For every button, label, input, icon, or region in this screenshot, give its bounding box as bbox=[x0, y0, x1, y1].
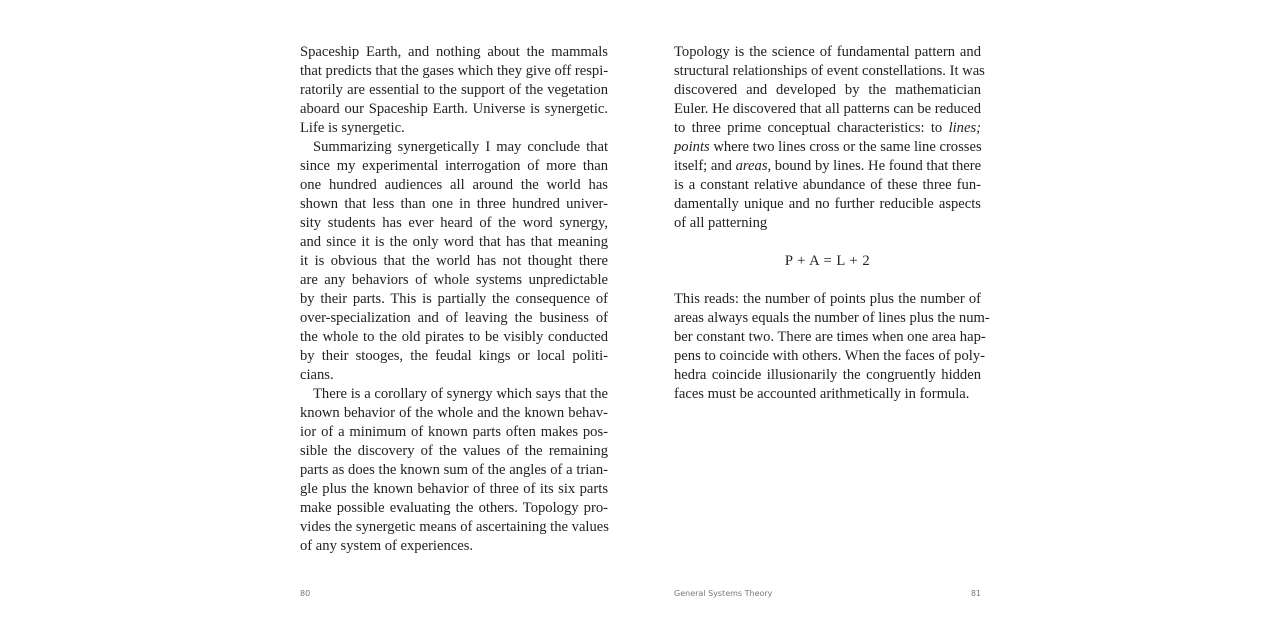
text-line: of all patterning bbox=[674, 215, 768, 231]
text-span: to three prime conceptual characteristics: to bbox=[674, 120, 949, 136]
left-page bbox=[300, 0, 608, 640]
text-line: make possible evaluating the others. Topology pro- bbox=[300, 500, 608, 516]
text-line: known behavior of the whole and the known behav- bbox=[300, 405, 608, 421]
text-line: by their parts. This is partially the consequence of bbox=[300, 291, 608, 307]
text-line: and since it is the only word that has that meaning bbox=[300, 234, 608, 250]
text-line: pens to coincide with others. When the faces of poly- bbox=[674, 348, 985, 364]
text-line: This reads: the number of points plus the number of bbox=[674, 291, 981, 307]
text-line: cians. bbox=[300, 367, 334, 383]
text-line: are any behaviors of whole systems unpredictable bbox=[300, 272, 608, 288]
text-line bbox=[674, 138, 981, 157]
text-span: itself; and bbox=[674, 158, 736, 174]
text-span: bound by lines. He found that there bbox=[771, 158, 982, 174]
text-line: ior of a minimum of known parts often makes pos- bbox=[300, 424, 608, 440]
page-number-left: 80 bbox=[300, 589, 311, 598]
text-line: parts as does the known sum of the angles of a trian- bbox=[300, 462, 608, 478]
text-line: by their stooges, the feudal kings or local politi- bbox=[300, 348, 608, 364]
italic-term-areas: areas, bbox=[735, 158, 772, 174]
paragraph-start-line: There is a corollary of synergy which says that the bbox=[313, 386, 608, 402]
text-line: ber constant two. There are times when one area hap- bbox=[674, 329, 986, 345]
text-line: shown that less than one in three hundred univer- bbox=[300, 196, 608, 212]
text-line: of any system of experiences. bbox=[300, 538, 474, 554]
text-line: over-specialization and of leaving the business of bbox=[300, 310, 608, 326]
text-line: it is obvious that the world has not thought there bbox=[300, 253, 608, 269]
text-line: Spaceship Earth, and nothing about the mammals bbox=[300, 44, 608, 60]
text-line: is a constant relative abundance of these three fun- bbox=[674, 177, 981, 193]
paragraph-start-line: Summarizing synergetically I may conclude that bbox=[313, 139, 608, 155]
text-line: that predicts that the gases which they give off respi- bbox=[300, 63, 609, 79]
text-line: aboard our Spaceship Earth. Universe is synergetic. bbox=[300, 101, 608, 117]
right-page-text bbox=[674, 43, 990, 404]
text-line: since my experimental interrogation of more than bbox=[300, 158, 608, 174]
text-line: discovered and developed by the mathematician bbox=[674, 82, 981, 98]
text-line: vides the synergetic means of ascertaining the values bbox=[300, 519, 609, 535]
italic-term-points: points bbox=[674, 139, 710, 155]
text-line: faces must be accounted arithmetically in formula. bbox=[674, 386, 970, 402]
text-line bbox=[674, 157, 981, 176]
italic-term-lines: lines; bbox=[948, 120, 981, 136]
text-line: structural relationships of event constellations. It was bbox=[674, 63, 985, 79]
text-line bbox=[674, 119, 981, 138]
running-head: General Systems Theory bbox=[674, 589, 773, 598]
text-line: hedra coincide illusionarily the congruently hidden bbox=[674, 367, 981, 383]
text-line: damentally unique and no further reducible aspects bbox=[674, 196, 981, 212]
text-line: Life is synergetic. bbox=[300, 120, 405, 136]
text-line: Euler. He discovered that all patterns can be reduced bbox=[674, 101, 981, 117]
text-line: sity students has ever heard of the word synergy, bbox=[300, 215, 608, 231]
text-line: gle plus the known behavior of three of its six parts bbox=[300, 481, 608, 497]
text-line: the whole to the old pirates to be visibly conducted bbox=[300, 329, 608, 345]
left-page-text bbox=[300, 43, 608, 556]
text-line: ratorily are essential to the support of the vegetation bbox=[300, 82, 608, 98]
text-line: one hundred audiences all around the world has bbox=[300, 177, 608, 193]
page-number-right: 81 bbox=[970, 589, 981, 598]
right-page bbox=[674, 0, 990, 640]
text-span: where two lines cross or the same line crosses bbox=[709, 139, 982, 155]
euler-formula: P + A = L + 2 bbox=[784, 253, 871, 269]
text-line: areas always equals the number of lines plus the num- bbox=[674, 310, 990, 326]
text-line: sible the discovery of the values of the remaining bbox=[300, 443, 608, 459]
text-line: Topology is the science of fundamental pattern and bbox=[674, 44, 981, 60]
